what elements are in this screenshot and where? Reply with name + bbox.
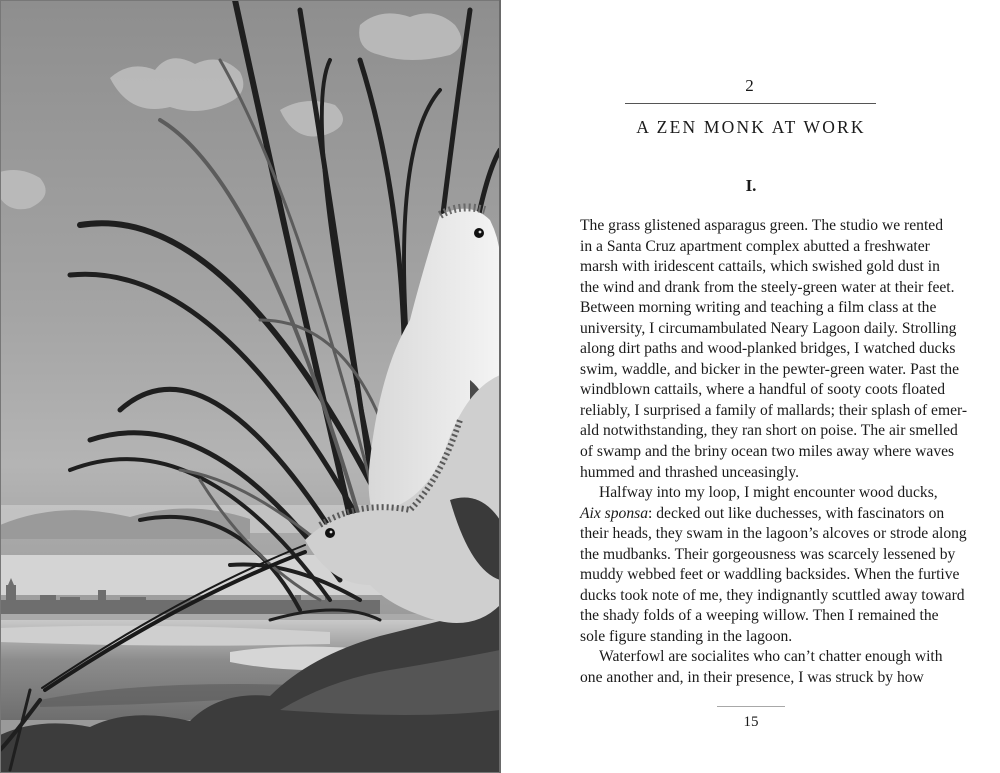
chapter-title: A ZEN MONK AT WORK bbox=[636, 117, 866, 137]
text-line: windblown cattails, where a handful of sooty coots floated bbox=[580, 381, 946, 399]
footer-divider bbox=[717, 706, 785, 707]
text-line: swim, waddle, and bicker in the pewter-green water. Past the bbox=[580, 360, 960, 378]
text-line: ducks took note of me, they indignantly scuttled away toward bbox=[580, 586, 965, 604]
text-line: university, I circumambulated Neary Lagoon daily. Strolling bbox=[580, 319, 957, 337]
text-line: sole figure standing in the lagoon. bbox=[580, 627, 793, 645]
text-line: Halfway into my loop, I might encounter wood ducks, bbox=[599, 484, 938, 502]
text-line: their heads, they swam in the lagoon’s alcoves or strode along bbox=[580, 525, 967, 543]
chapter-divider bbox=[625, 103, 876, 104]
text-line: marsh with iridescent cattails, which swished gold dust in bbox=[580, 258, 940, 276]
text-line: The grass glistened asparagus green. The studio we rented bbox=[580, 217, 944, 234]
text-line: Waterfowl are socialites who can’t chatter enough with bbox=[599, 648, 943, 666]
text-line: along dirt paths and wood-planked bridges, I watched ducks bbox=[580, 340, 956, 358]
text-line: the mudbanks. Their gorgeousness was scarcely lessened by bbox=[580, 545, 956, 563]
text-line-with-italic: Aix sponsa: decked out like duchesses, with fascinators on bbox=[580, 504, 945, 522]
text-page bbox=[501, 0, 1000, 773]
text-line: Between morning writing and teaching a film class at the bbox=[580, 299, 937, 317]
section-number: I. bbox=[745, 176, 757, 195]
body-text bbox=[580, 216, 968, 689]
text-line: one another and, in their presence, I was struck by how bbox=[580, 669, 924, 687]
text-line: of swamp and the briny ocean two miles away where waves bbox=[580, 443, 955, 461]
page-number: 15 bbox=[743, 714, 759, 730]
text-line: ald notwithstanding, they ran short on poise. The air smelled bbox=[580, 422, 958, 440]
text-line: the wind and drank from the steely-green water at their feet. bbox=[580, 278, 955, 296]
chapter-number: 2 bbox=[745, 76, 755, 95]
text-line: muddy webbed feet or waddling backsides. When the furtive bbox=[580, 566, 960, 584]
text-line: hummed and thrashed unceasingly. bbox=[580, 463, 799, 481]
italic-species-name: Aix sponsa bbox=[580, 504, 649, 522]
text-line: the shady folds of a weeping willow. Then I remained the bbox=[580, 607, 939, 625]
text-line: reliably, I surprised a family of mallards; their splash of emer- bbox=[580, 401, 968, 419]
text-line: in a Santa Cruz apartment complex abutted a freshwater bbox=[580, 237, 930, 255]
